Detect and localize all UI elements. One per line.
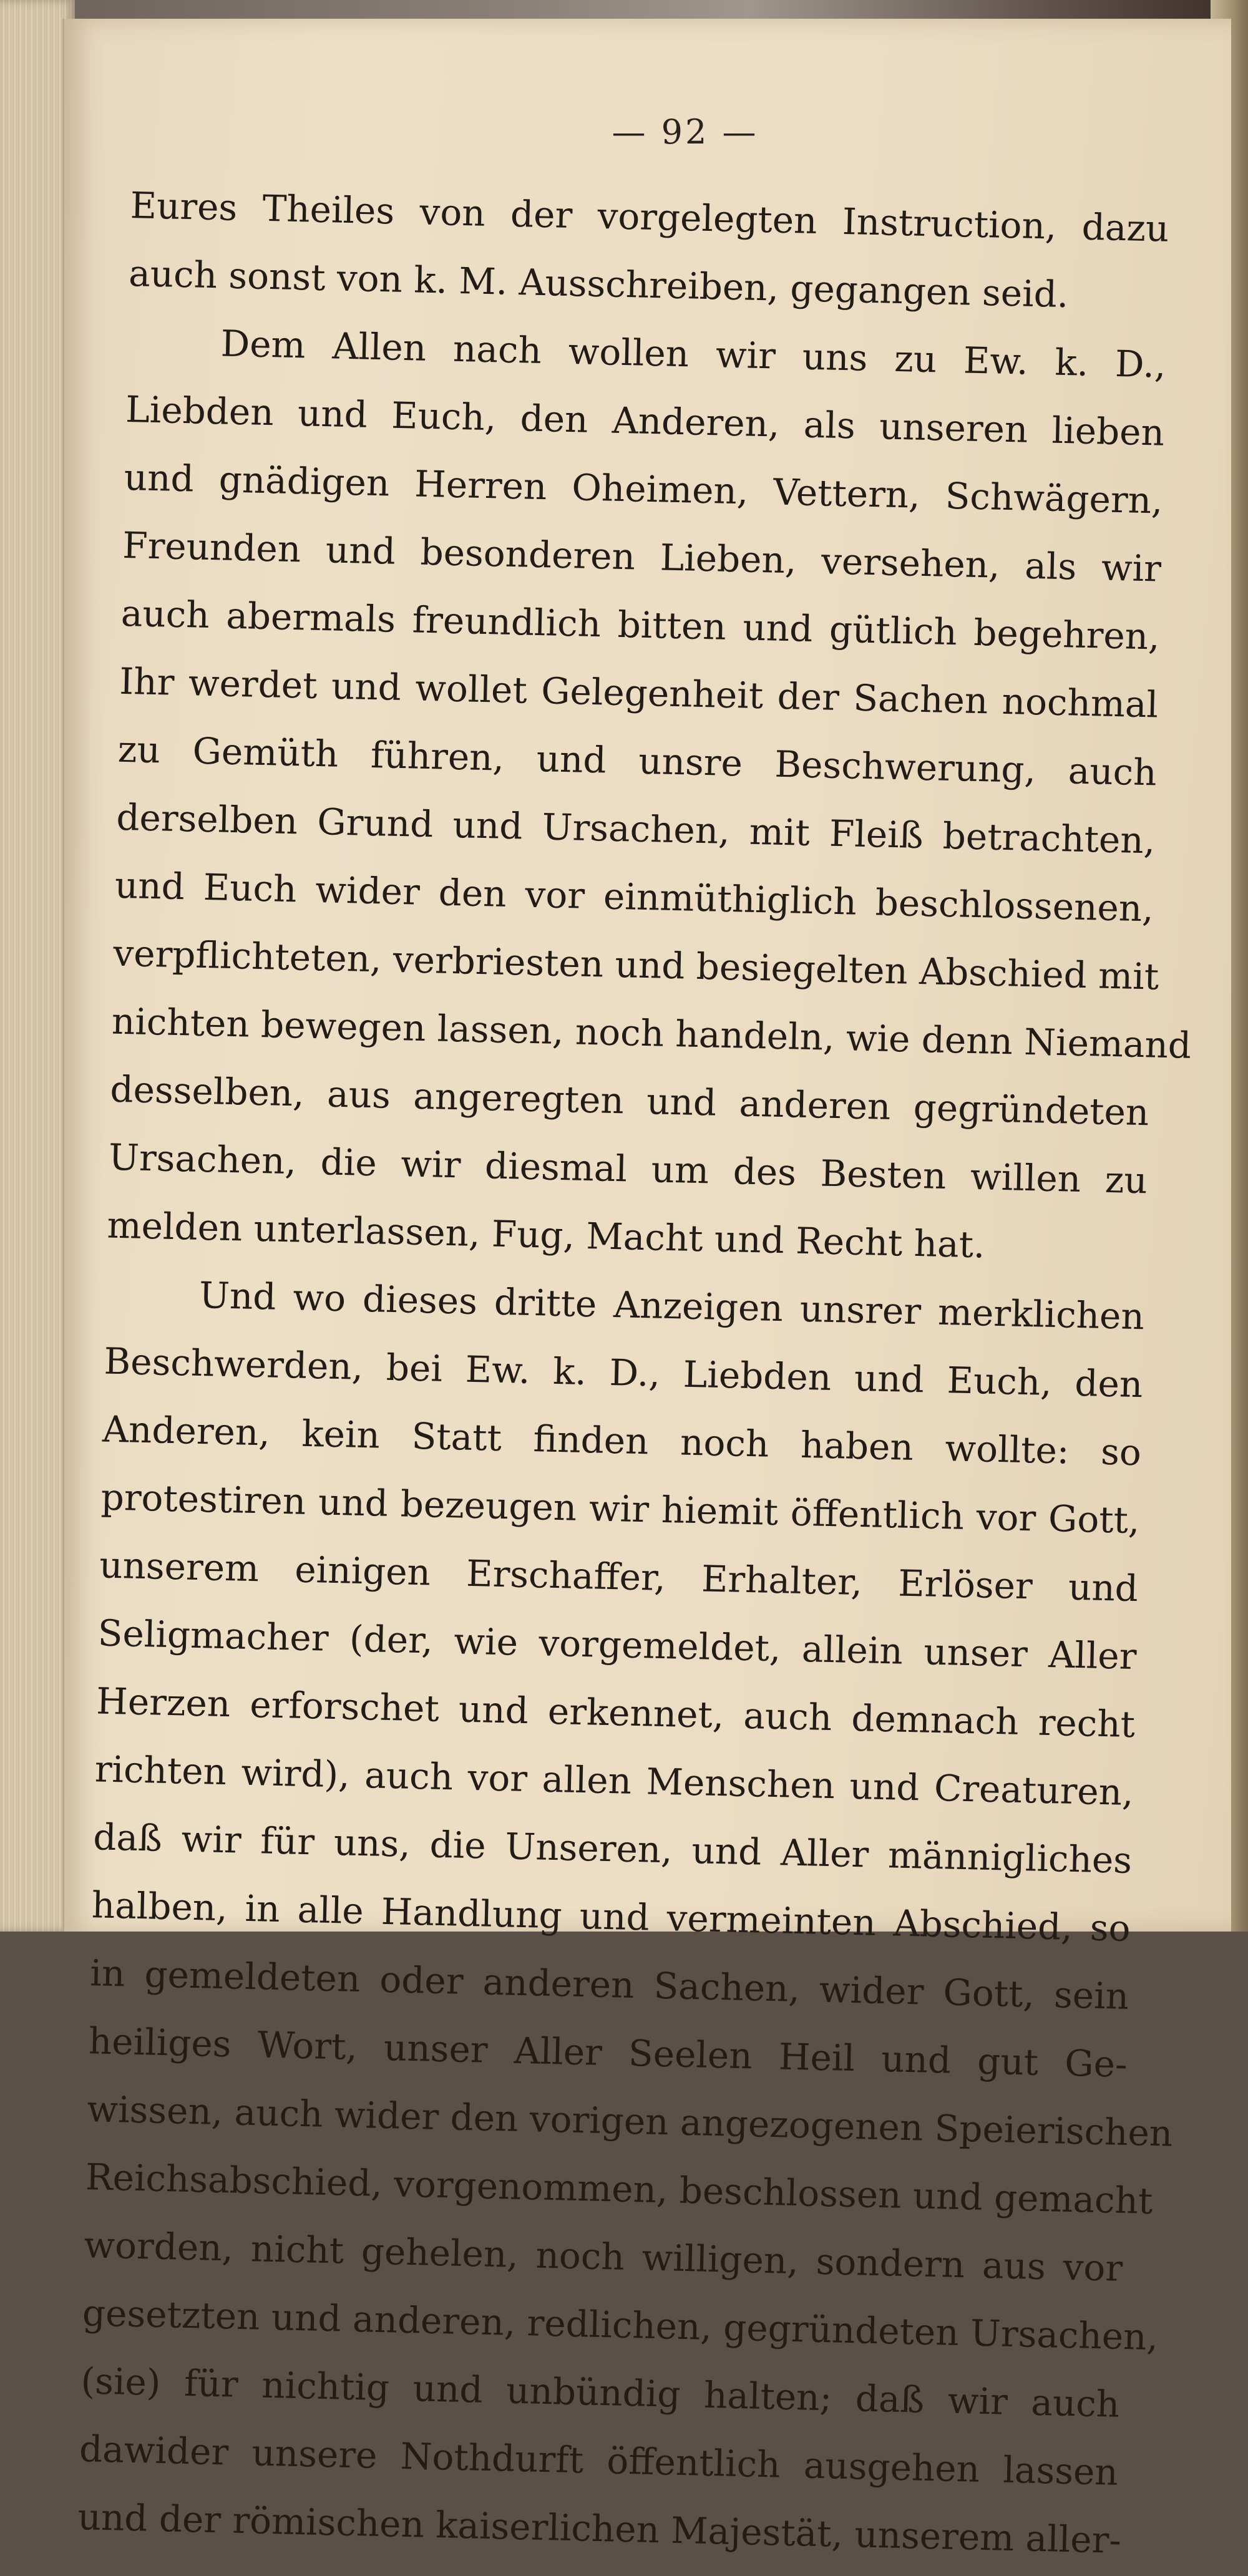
text-line: halben, in alle Handlung und vermeinten Abschied, so	[91, 1883, 1131, 1950]
text-line: heiliges Wort, unser Aller Seelen Heil und gut Ge-	[88, 2019, 1128, 2086]
text-line: wissen, auch wider den vorigen angezogenen Speierischen	[86, 2088, 1174, 2155]
text-line: Dem Allen nach wollen wir uns zu Ew. k. D.,	[220, 322, 1167, 386]
text-line: Beschwerden, bei Ew. k. D., Liebden und Euch, den	[103, 1339, 1144, 1406]
text-line: unserem einigen Erschaffer, Erhalter, Erlöser und	[99, 1543, 1139, 1610]
text-line: in gemeldeten oder anderen Sachen, wider Gott, sein	[89, 1951, 1129, 2018]
text-line: Ursachen, die wir diesmal um des Besten willen zu	[108, 1135, 1148, 1202]
text-line: Reichsabschied, vorgenommen, beschlossen und gemacht	[85, 2156, 1154, 2222]
text-line: melden unterlassen, Fug, Macht und Recht hat.	[106, 1203, 986, 1266]
text-line: Anderen, kein Statt finden noch haben wollte: so	[102, 1407, 1142, 1474]
text-line: und Euch wider den vor einmüthiglich beschlossenen,	[114, 863, 1154, 930]
text-line: Freunden und besonderen Lieben, versehen, als wir	[122, 523, 1162, 590]
text-line: auch abermals freundlich bitten und gütlich begehren,	[120, 591, 1161, 658]
text-line: auch sonst von k. M. Ausschreiben, gegangen seid.	[128, 251, 1070, 316]
text-line: Seligmacher (der, wie vorgemeldet, allein unser Aller	[97, 1611, 1138, 1678]
text-line: daß wir für uns, die Unseren, und Aller männigliches	[92, 1815, 1133, 1882]
text-line: Herzen erforschet und erkennet, auch demnach recht	[95, 1679, 1136, 1746]
text-line: dawider unsere Nothdurft öffentlich ausgehen lassen	[79, 2428, 1119, 2494]
text-line: derselben Grund und Ursachen, mit Fleiß betrachten,	[115, 795, 1156, 862]
text-line: (sie) für nichtig und unbündig halten; daß wir auch	[80, 2360, 1120, 2426]
text-line: verpflichteten, verbriesten und besiegelten Abschied mit	[112, 931, 1159, 998]
text-line: gesetzten und anderen, redlichen, gegründeten Ursachen,	[82, 2292, 1159, 2359]
text-line: und gnädigen Herren Oheimen, Vettern, Schwägern,	[124, 455, 1164, 522]
text-line: und der römischen kaiserlichen Majestät, unserem aller-	[77, 2496, 1122, 2562]
text-line: protestiren und bezeugen wir hiemit öffentlich vor Gott,	[100, 1475, 1141, 1542]
text-line: worden, nicht gehelen, noch willigen, sondern aus vor	[83, 2224, 1123, 2290]
text-line: richten wird), auch vor allen Menschen und Creaturen,	[94, 1747, 1134, 1814]
text-line: Eures Theiles von der vorgelegten Instruction, dazu	[130, 183, 1170, 250]
page-number: — 92 —	[612, 112, 759, 152]
body-text	[77, 172, 1192, 2575]
text-line: Liebden und Euch, den Anderen, als unseren lieben	[125, 387, 1165, 454]
text-line: zu Gemüth führen, und unsre Beschwerung, auch	[117, 727, 1158, 794]
text-line: nichten bewegen lassen, noch handeln, wie denn Niemand	[111, 999, 1192, 1067]
text-line: Ihr werdet und wollet Gelegenheit der Sachen nochmal	[119, 659, 1159, 726]
text-line: Und wo dieses dritte Anzeigen unsrer merklichen	[198, 1273, 1145, 1338]
text-line: desselben, aus angeregten und anderen gegründeten	[109, 1067, 1149, 1134]
